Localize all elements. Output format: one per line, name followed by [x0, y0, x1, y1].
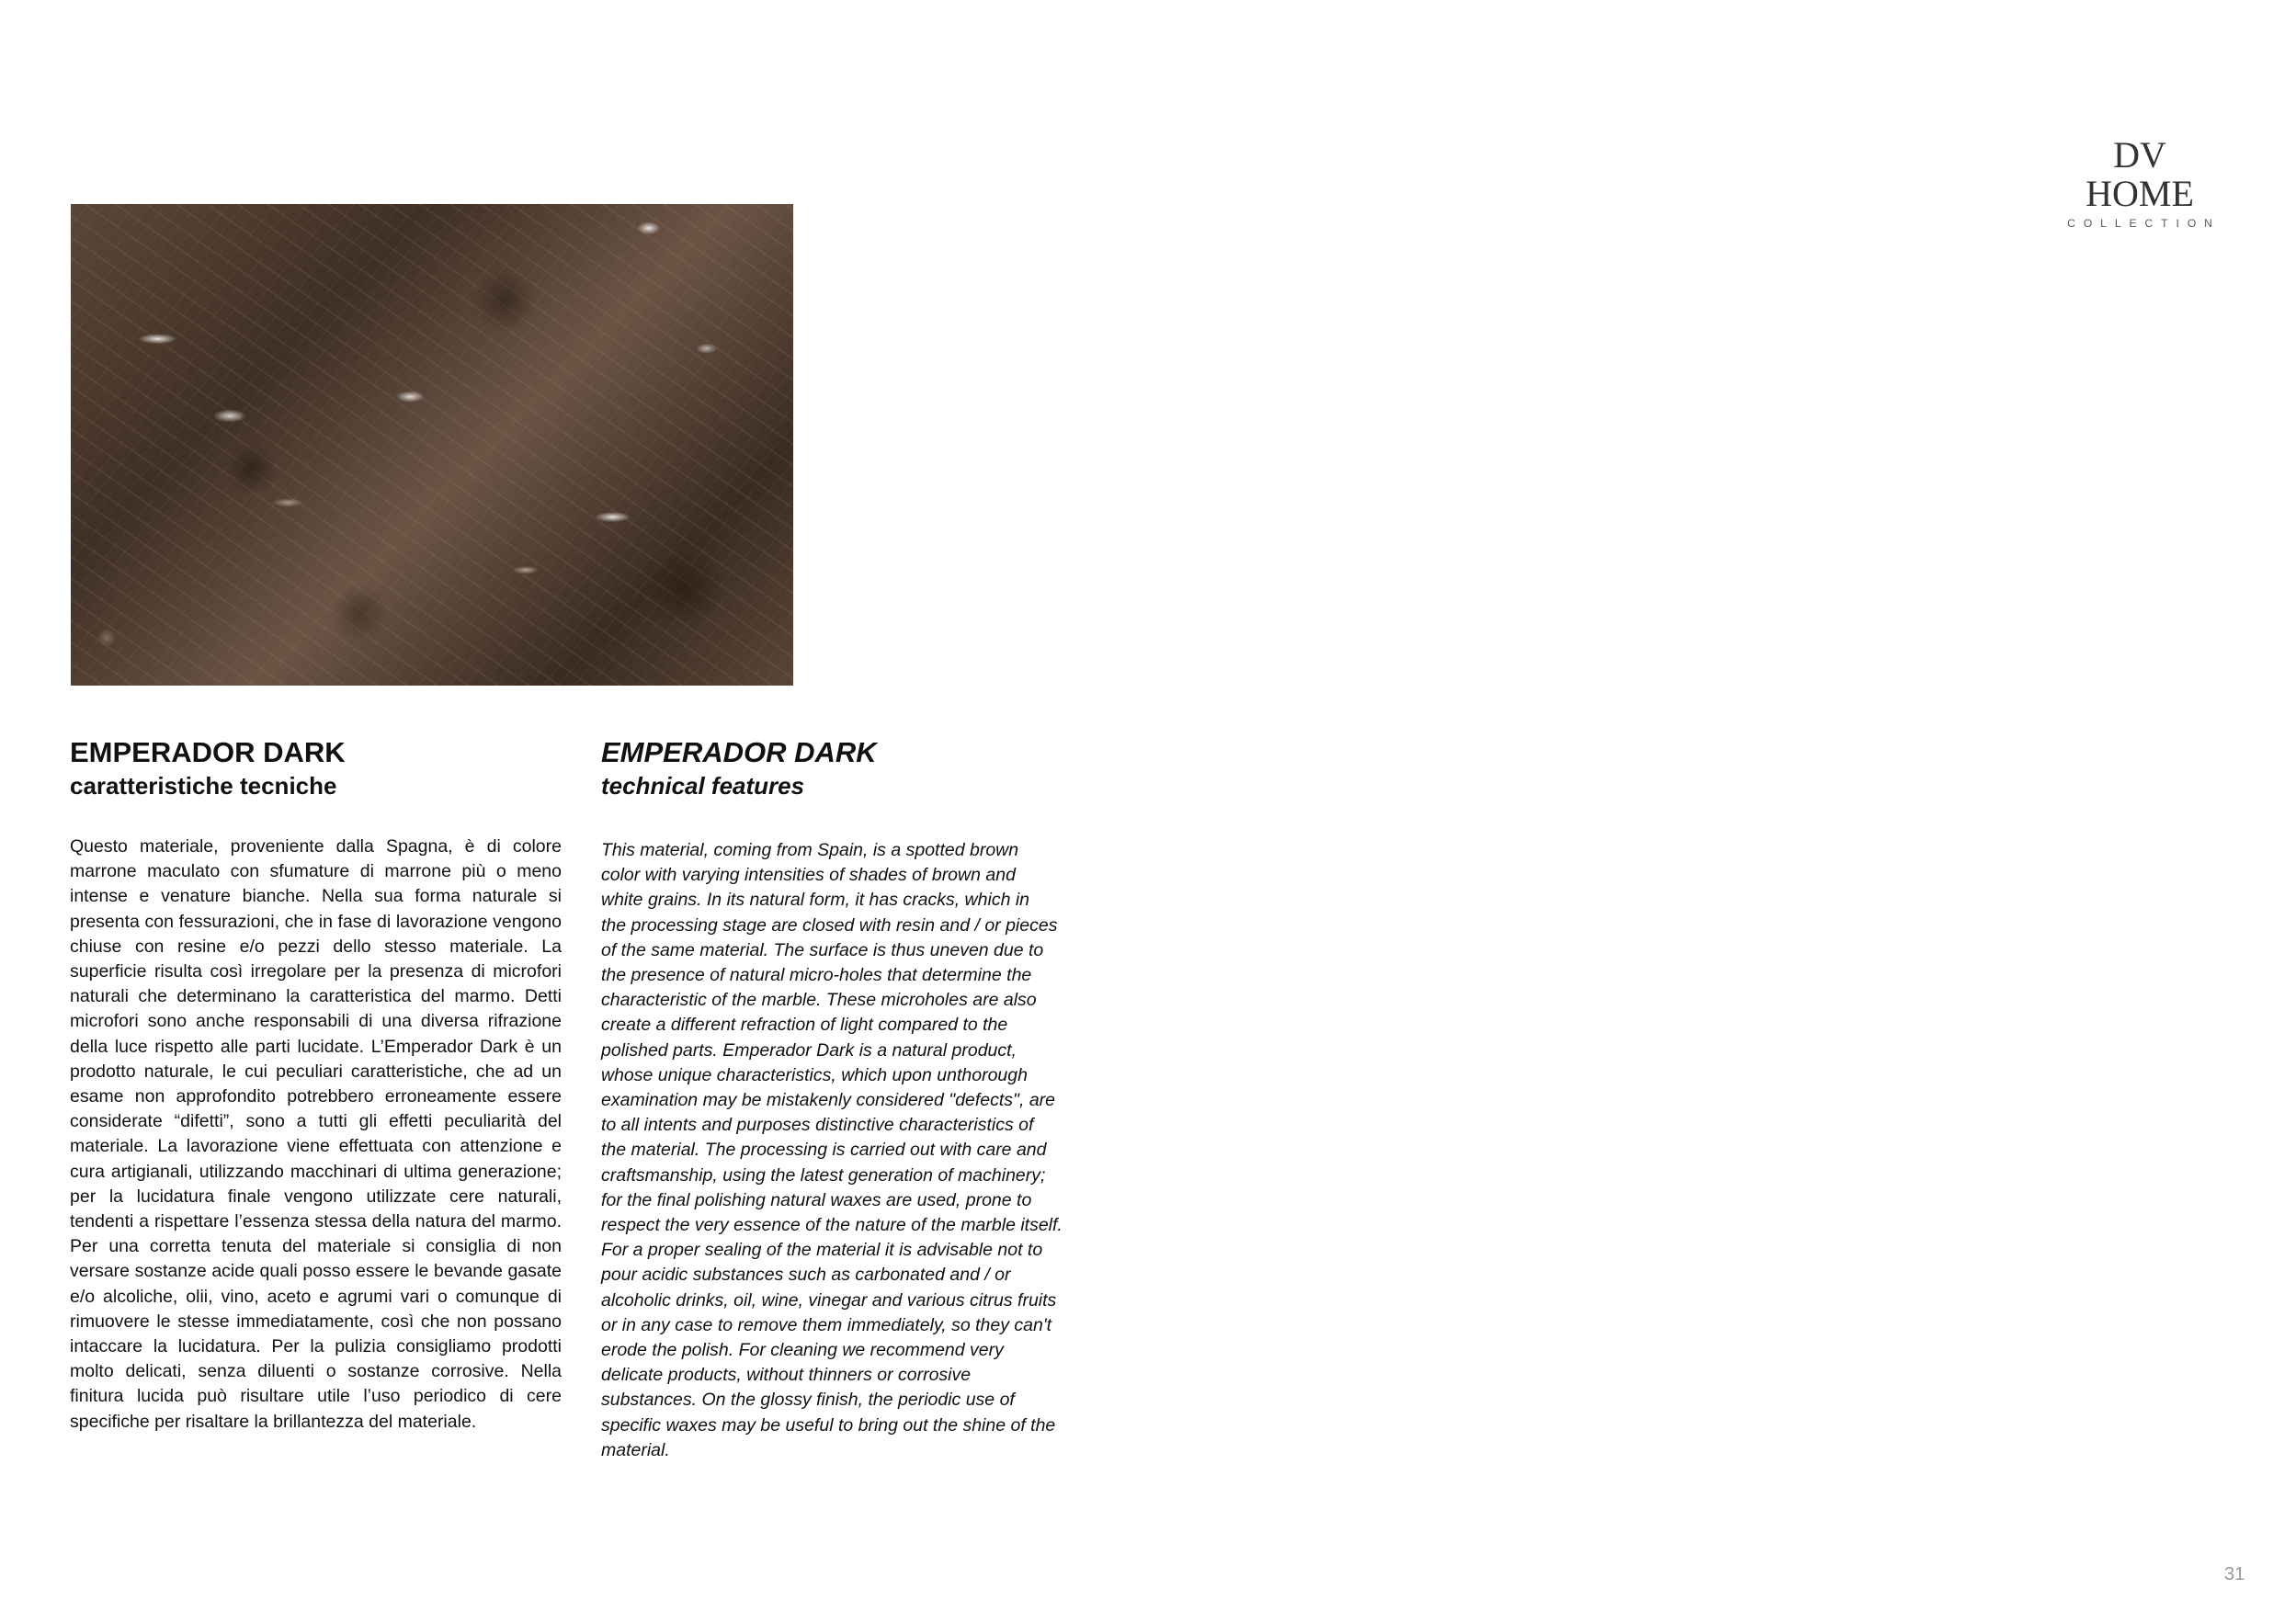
english-body-line: craftsmanship, using the latest generation of machinery; — [601, 1164, 1046, 1186]
english-body-line: or in any case to remove them immediately, so they can't — [601, 1314, 1051, 1335]
italian-subtitle: caratteristiche tecniche — [70, 772, 337, 800]
english-body-line: the material. The processing is carried out with care and — [601, 1140, 1047, 1161]
english-body-line: of the same material. The surface is thus uneven due to — [601, 939, 1044, 960]
english-body-line: For a proper sealing of the material it is advisable not to — [601, 1240, 1043, 1261]
english-body — [601, 838, 1097, 1463]
english-body-line: pour acidic substances such as carbonated and / or — [601, 1265, 1011, 1286]
english-body-line: the presence of natural micro-holes that determine the — [601, 965, 1032, 986]
english-body-line: create a different refraction of light compared to the — [601, 1015, 1008, 1036]
english-body-line: white grains. In its natural form, it has cracks, which in — [601, 890, 1030, 911]
english-body-line: the processing stage are closed with resin and / or pieces — [601, 914, 1058, 936]
english-body-line: erode the polish. For cleaning we recommend very — [601, 1340, 1004, 1361]
logo-wordmark: DV HOME — [2086, 134, 2194, 214]
italian-body: Questo materiale, proveniente dalla Spagna, è di colore marrone maculato con sfumature di marrone più o meno intense e venature bianche. Nella sua forma naturale si presenta con fessurazioni, che in fase di lavorazione vengono chiuse con resine e/o pezzi dello stesso materiale. La superficie risulta così irregolare per la presenza di microfori naturali che determinano la caratteristica del marmo. Detti microfori sono anche responsabili di una diversa rifrazione della luce rispetto alle parti lucidate. L’Emperador Dark è un prodotto naturale, le cui peculiari caratteristiche, che ad un esame non approfondito potrebbero erroneamente essere considerate “difetti”, sono a tutti gli effetti peculiarità del materiale. La lavorazione viene effettuata con attenzione e cura artigianali, utilizzando macchinari di ultima generazione; per la lucidatura finale vengono utilizzate cere naturali, tendenti a rispettare l’essenza stessa della natura del marmo. Per una corretta tenuta del materiale si consiglia di non versare sostanze acide quali posso essere le bevande gasate e/o alcoliche, olii, vino, aceto e agrumi vari o comunque di rimuovere le stesse immediatamente, così che non possano intaccare la lucidatura. Per la pulizia consigliamo prodotti molto delicati, senza diluenti o sostanze corrosive. Nella finitura lucida può risultare utile l’uso periodico di cere specifiche per risaltare la brillantezza del materiale. — [70, 836, 562, 1432]
logo-subtitle: COLLECTION — [2067, 217, 2221, 230]
english-subtitle: technical features — [601, 772, 805, 800]
english-body-line: alcoholic drinks, oil, wine, vinegar and various citrus fruits — [601, 1289, 1057, 1311]
english-body-line: polished parts. Emperador Dark is a natural product, — [601, 1039, 1017, 1061]
english-body-line: material. — [601, 1439, 670, 1460]
english-body-line: delicate products, without thinners or corrosive — [601, 1365, 972, 1386]
english-body-line: This material, coming from Spain, is a spotted brown — [601, 840, 1019, 860]
english-body-line: for the final polishing natural waxes are used, prone to — [601, 1189, 1032, 1210]
english-body-line: whose unique characteristics, which upon unthorough — [601, 1064, 1028, 1085]
english-body-line: specific waxes may be useful to bring out the shine of the — [601, 1414, 1056, 1436]
english-body-line: characteristic of the marble. These microholes are also — [601, 990, 1037, 1011]
english-body-line: examination may be mistakenly considered "defects", are — [601, 1090, 1056, 1111]
english-body-line: substances. On the glossy finish, the periodic use of — [601, 1390, 1015, 1411]
english-body-line: respect the very essence of the nature of the marble itself. — [601, 1215, 1063, 1236]
brand-logo — [2057, 136, 2222, 230]
italian-title: EMPERADOR DARK — [70, 736, 346, 768]
italian-column — [70, 735, 562, 1435]
page-number: 31 — [2224, 1564, 2245, 1584]
english-body-line: color with varying intensities of shades of brown and — [601, 865, 1016, 886]
english-column — [601, 735, 1097, 1463]
marble-swatch-image — [71, 204, 793, 686]
english-title: EMPERADOR DARK — [601, 736, 877, 768]
english-body-line: to all intents and purposes distinctive characteristics of — [601, 1115, 1034, 1136]
